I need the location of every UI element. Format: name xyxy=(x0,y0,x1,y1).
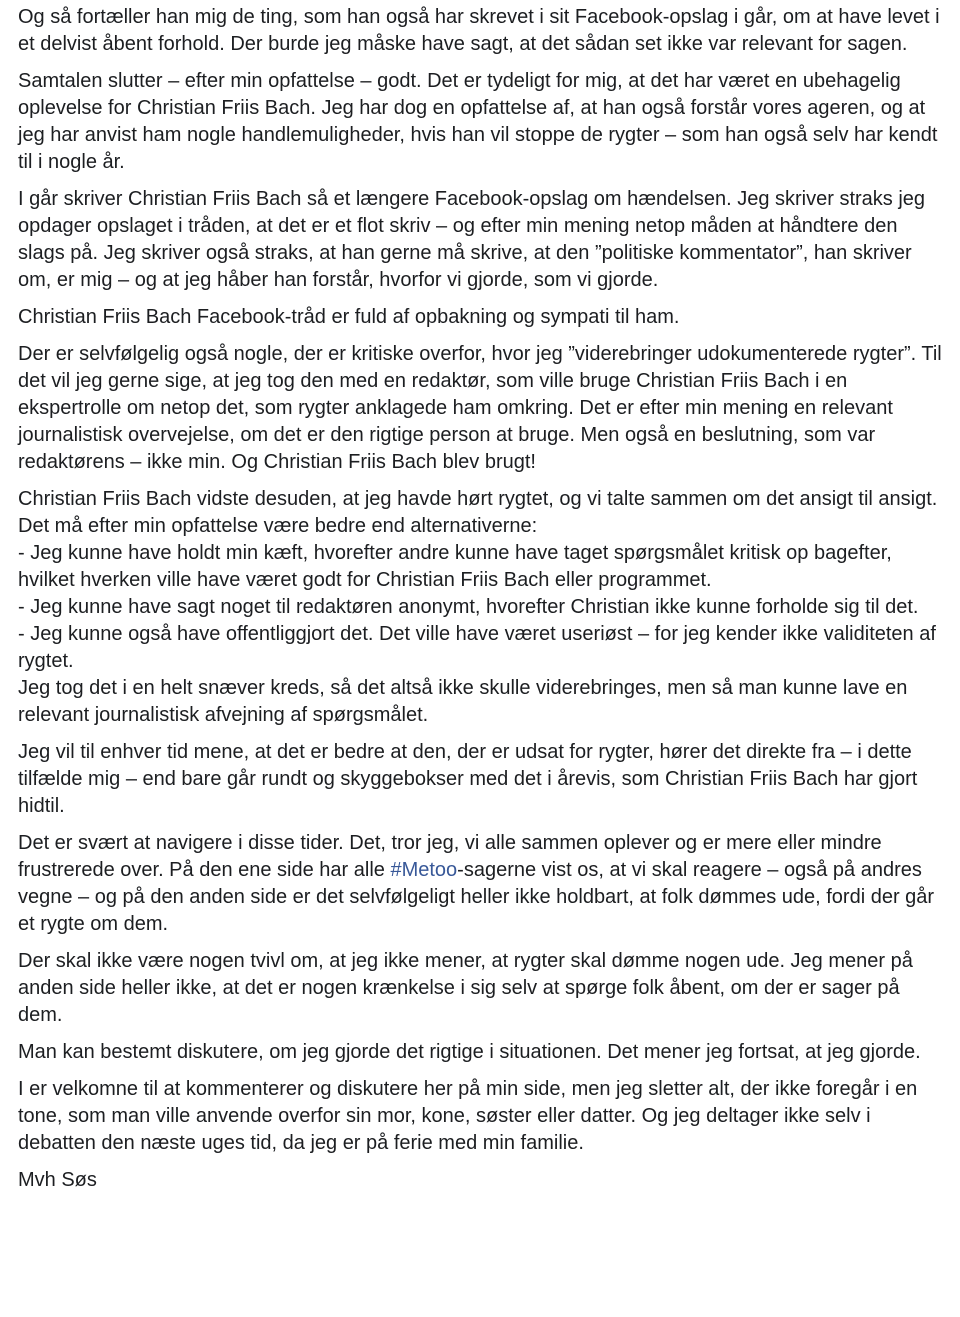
signoff: Mvh Søs xyxy=(18,1169,97,1191)
paragraph-alternatives xyxy=(18,486,944,729)
alternative-option-3: - Jeg kunne også have offentliggjort det. Det ville have været useriøst – for jeg kender ikke validiteten af rygtet. xyxy=(18,623,936,672)
hashtag-link-metoo[interactable]: #Metoo xyxy=(390,859,458,881)
alternatives-intro: Christian Friis Bach vidste desuden, at jeg havde hørt rygtet, og vi talte sammen om det ansigt til ansigt. Det må efter min opfattelse være bedre end alternativerne: xyxy=(18,488,938,537)
alternative-option-2: - Jeg kunne have sagt noget til redaktøren anonymt, hvorefter Christian ikke kunne forholde sig til det. xyxy=(18,596,919,618)
paragraph-conversation: Og så fortæller han mig de ting, som han også har skrevet i sit Facebook-opslag i går, om at have levet i et delvist åbent forhold. Der burde jeg måske have sagt, at det sådan set ikke var relevant for sagen. xyxy=(18,6,940,55)
paragraph-facebook-post: I går skriver Christian Friis Bach så et længere Facebook-opslag om hændelsen. Jeg skriver straks jeg opdager opslaget i tråden, at det er et flot skriv – og efter min mening netop måden at håndtere den slags på. Jeg skriver også straks, at han gerne må skrive, at den ”politiske kommentator”, han skriver om, er mig – og at jeg håber han forstår, hvorfor vi gjorde, som vi gjorde. xyxy=(18,188,926,291)
paragraph-discuss: Man kan bestemt diskutere, om jeg gjorde det rigtige i situationen. Det mener jeg fortsat, at jeg gjorde. xyxy=(18,1041,921,1063)
paragraph-conversation-end: Samtalen slutter – efter min opfattelse – godt. Det er tydeligt for mig, at det har været en ubehagelig oplevelse for Christian Friis Bach. Jeg har dog en opfattelse af, at han også forstår vores ageren, og at jeg har anvist ham nogle handlemuligheder, hvis han vil stoppe de rygter – som han også selv har kendt til i nogle år. xyxy=(18,70,938,173)
paragraph-metoo xyxy=(18,830,944,938)
paragraph-comment-rules: I er velkomne til at kommenterer og diskutere her på min side, men jeg sletter alt, der ikke foregår i en tone, som man ville anvende overfor sin mor, kone, søster eller datter. Og jeg deltager ikke selv i debatten den næste uges tid, da jeg er på ferie med min familie. xyxy=(18,1078,918,1154)
paragraph-rumors-direct: Jeg vil til enhver tid mene, at det er bedre at den, der er udsat for rygter, hører det direkte fra – i dette tilfælde mig – end bare går rundt og skyggebokser med det i årevis, som Christian Friis Bach har gjort hidtil. xyxy=(18,741,918,817)
alternative-option-1: - Jeg kunne have holdt min kæft, hvorefter andre kunne have taget spørgsmålet kritisk op bagefter, hvilket hverken ville have været godt for Christian Friis Bach eller programmet. xyxy=(18,542,892,591)
metoo-text-before: Det er svært at navigere i disse tider. Det, tror jeg, vi alle sammen oplever og er mere eller mindre frustrerede over. På den ene side har alle xyxy=(18,832,882,881)
alternatives-outro: Jeg tog det i en helt snæver kreds, så det altså ikke skulle viderebringes, men så man kunne lave en relevant journalistisk afvejning af spørgsmålet. xyxy=(18,677,908,726)
paragraph-support: Christian Friis Bach Facebook-tråd er fuld af opbakning og sympati til ham. xyxy=(18,306,680,328)
metoo-text-after: -sagerne vist os, at vi skal reagere – også på andres vegne – og på den anden side er det selvfølgeligt heller ikke holdbart, at folk dømmes ude, fordi der går et rygte om dem. xyxy=(18,859,935,935)
paragraph-criticism: Der er selvfølgelig også nogle, der er kritiske overfor, hvor jeg ”viderebringer udokumenterede rygter”. Til det vil jeg gerne sige, at jeg tog den med en redaktør, som ville bruge Christian Friis Bach i en ekspertrolle om netop det, som rygter anklagede ham omkring. Det er efter min mening en relevant journalistisk overvejelse, om det er den rigtige person at bruge. Men også en beslutning, som var redaktørens – ikke min. Og Christian Friis Bach blev brugt! xyxy=(18,343,942,473)
paragraph-no-doubt: Der skal ikke være nogen tvivl om, at jeg ikke mener, at rygter skal dømme nogen ude. Jeg mener på anden side heller ikke, at det er nogen krænkelse i sig selv at spørge folk åbent, om der er sager på dem. xyxy=(18,950,913,1026)
